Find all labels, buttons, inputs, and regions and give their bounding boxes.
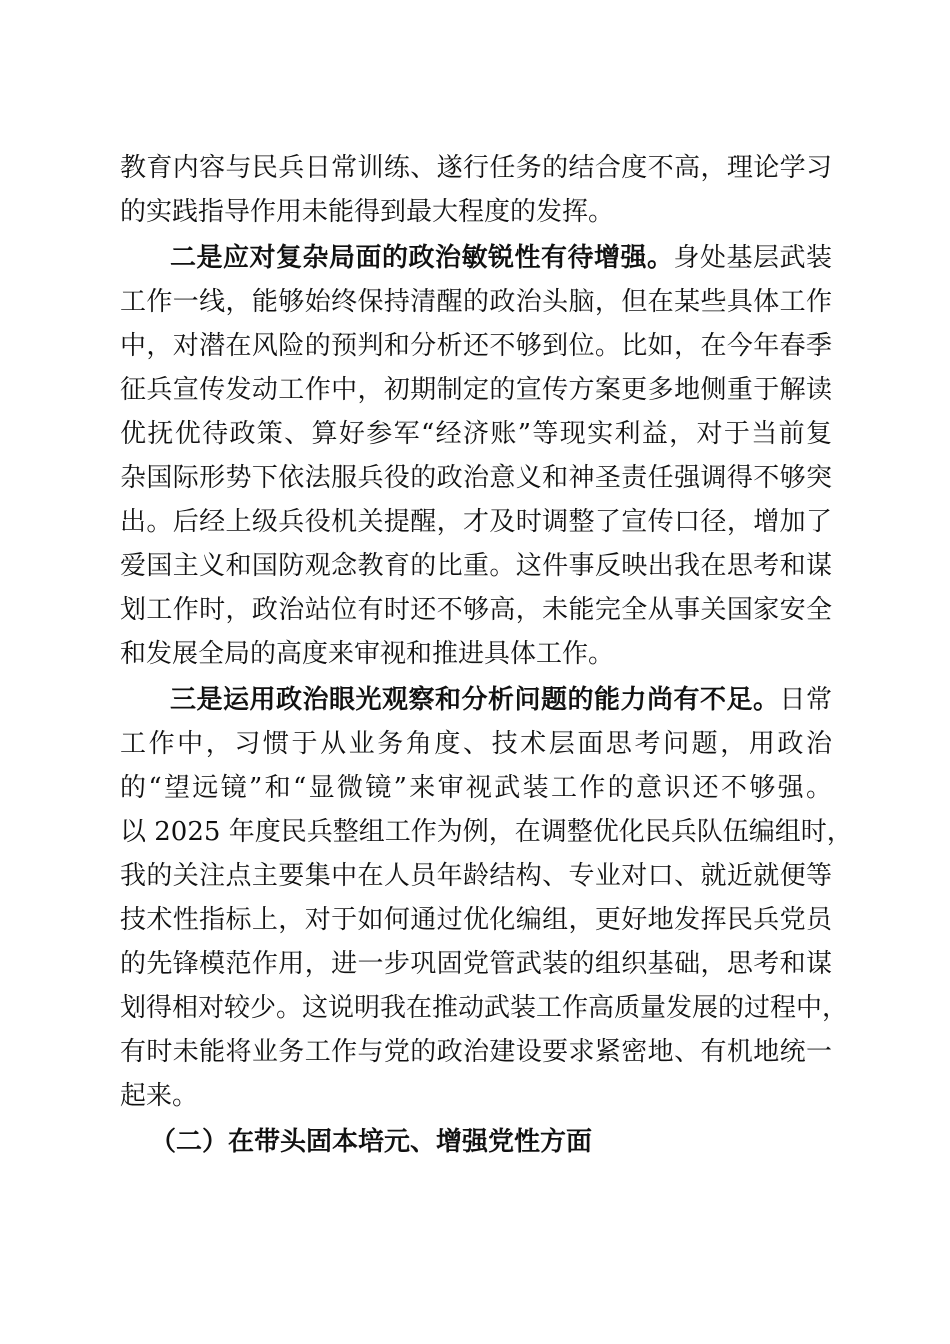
paragraph-3-line-6: 技术性指标上，对于如何通过优化编组，更好地发挥民兵党员 [120,905,832,935]
paragraph-1-line-2: 的实践指导作用未能得到最大程度的发挥。 [120,197,615,227]
paragraph-3-line-4: 以 2025 年度民兵整组工作为例，在调整优化民兵队伍编组时， [120,817,853,847]
paragraph-2-line-1 [170,240,832,276]
paragraph-3-line-5: 我的关注点主要集中在人员年龄结构、专业对口、就近就便等 [120,861,832,891]
paragraph-2-line-9: 划工作时，政治站位有时还不够高，未能完全从事关国家安全 [120,595,832,625]
paragraph-2-line-2: 工作一线，能够始终保持清醒的政治头脑，但在某些具体工作 [120,287,832,317]
paragraph-2-first-line-rest: 身处基层武装 [673,243,832,273]
paragraph-2-line-10: 和发展全局的高度来审视和推进具体工作。 [120,639,615,669]
paragraph-3-lead: 三是运用政治眼光观察和分析问题的能力尚有不足。 [170,685,780,715]
paragraph-3-line-7: 的先锋模范作用，进一步巩固党管武装的组织基础，思考和谋 [120,949,832,979]
paragraph-3-line-10: 起来。 [120,1081,199,1111]
paragraph-2-line-8: 爱国主义和国防观念教育的比重。这件事反映出我在思考和谋 [120,551,832,581]
paragraph-2-line-7: 出。后经上级兵役机关提醒，才及时调整了宣传口径，增加了 [120,507,832,537]
paragraph-2-lead: 二是应对复杂局面的政治敏锐性有待增强。 [170,243,674,273]
paragraph-2-line-5: 优抚优待政策、算好参军“经济账”等现实利益，对于当前复 [120,419,832,449]
paragraph-1-line-1: 教育内容与民兵日常训练、遂行任务的结合度不高，理论学习 [120,153,832,183]
paragraph-3-line-8: 划得相对较少。这说明我在推动武装工作高质量发展的过程中， [120,993,849,1023]
paragraph-2-line-3: 中，对潜在风险的预判和分析还不够到位。比如，在今年春季 [120,331,832,361]
paragraph-3-line-2: 工作中，习惯于从业务角度、技术层面思考问题，用政治 [120,729,832,759]
paragraph-3-line-3: 的“望远镜”和“显微镜”来审视武装工作的意识还不够强。 [120,773,832,803]
paragraph-2-line-6: 杂国际形势下依法服兵役的政治意义和神圣责任强调得不够突 [120,463,832,493]
paragraph-2-line-4: 征兵宣传发动工作中，初期制定的宣传方案更多地侧重于解读 [120,375,832,405]
paragraph-3-line-1 [170,682,832,718]
paragraph-3-first-line-rest: 日常 [779,685,832,715]
paragraph-3-line-9: 有时未能将业务工作与党的政治建设要求紧密地、有机地统一 [120,1037,832,1067]
section-heading: （二）在带头固本培元、增强党性方面 [150,1127,593,1157]
